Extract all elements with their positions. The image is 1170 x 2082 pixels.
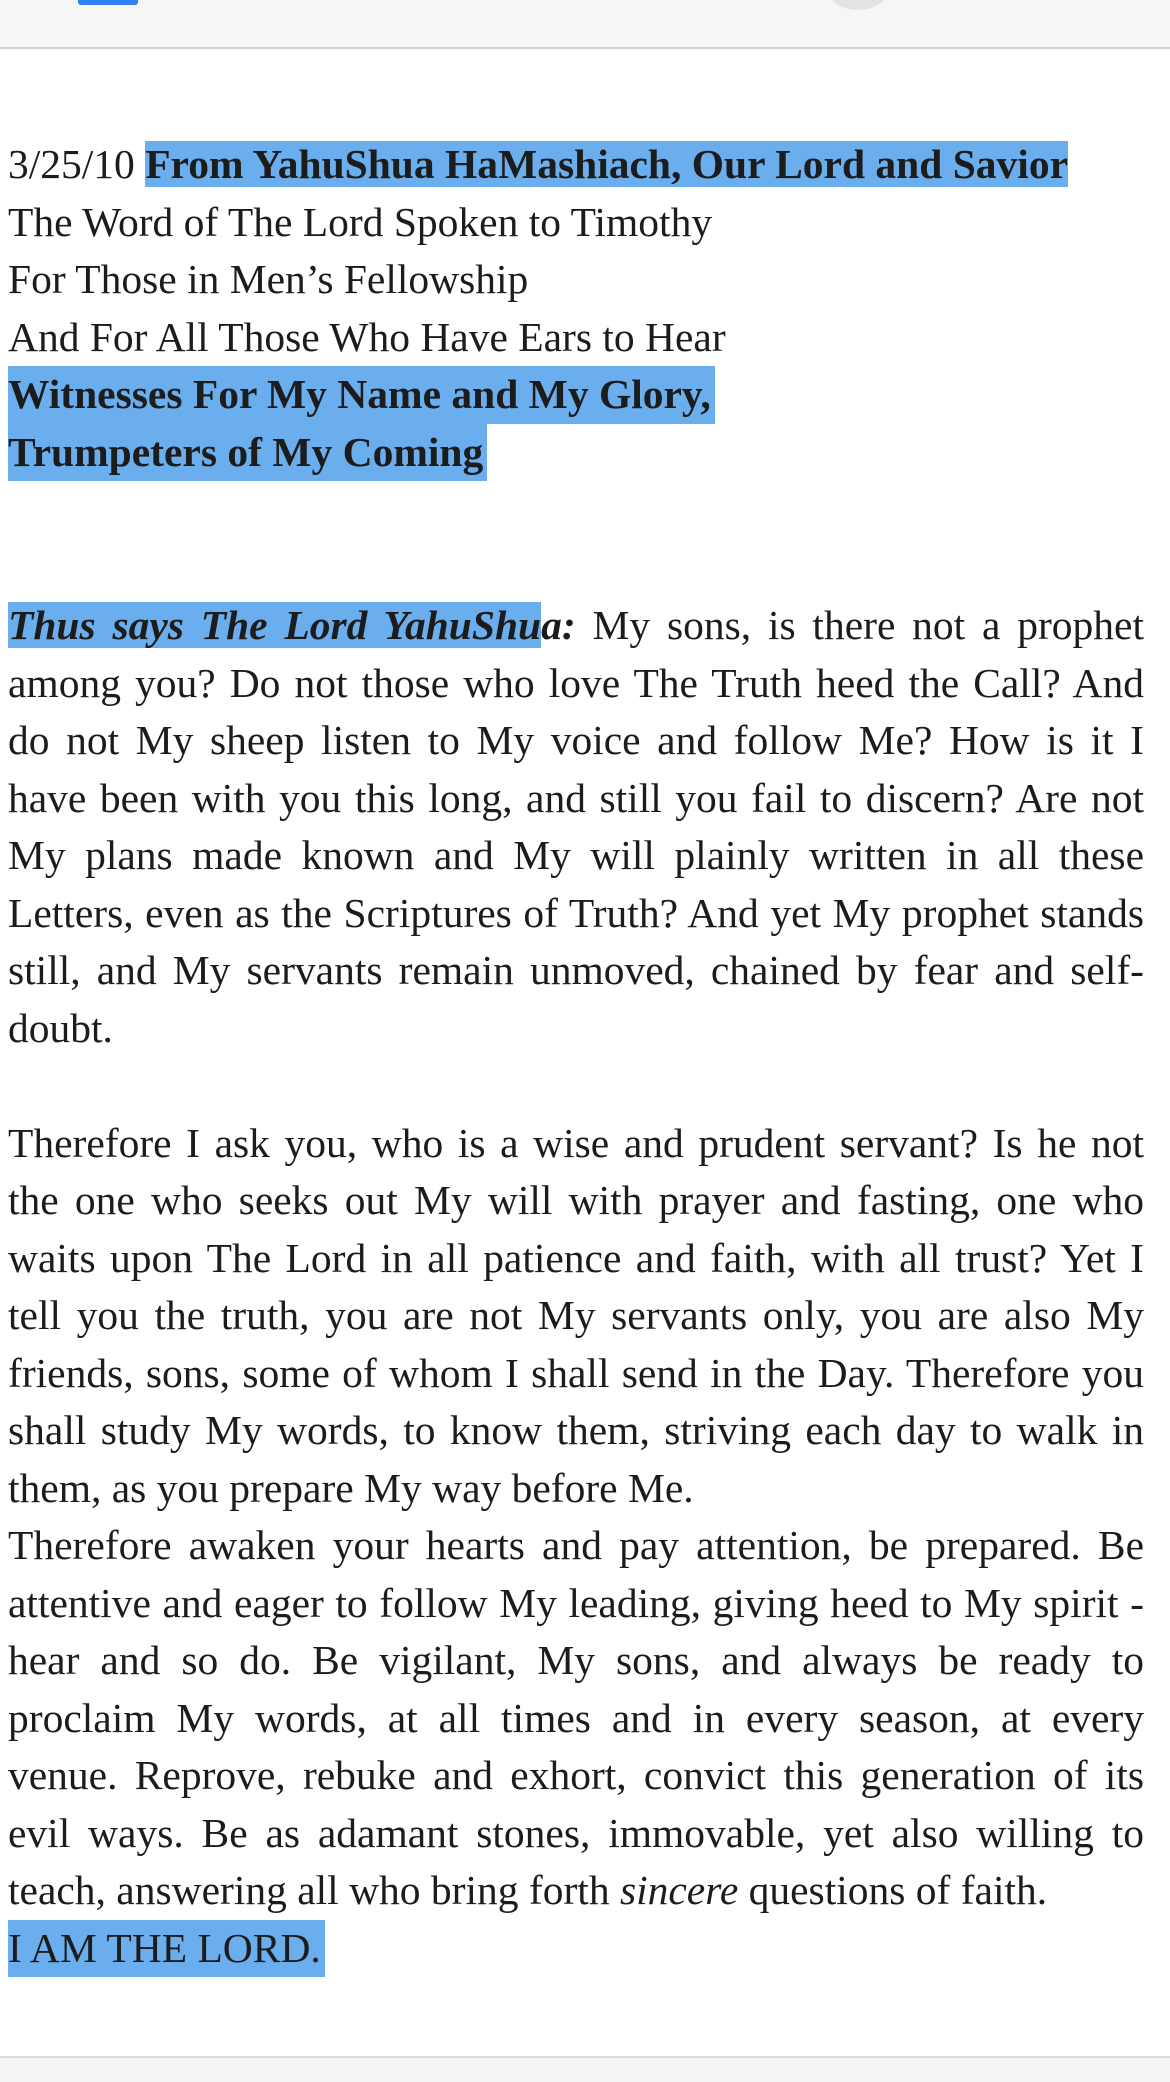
toolbar-round-button[interactable]: [828, 0, 888, 10]
closing-text: I AM THE LORD.: [8, 1920, 325, 1978]
letter-title: From YahuShua HaMashiach, Our Lord and Savior: [145, 141, 1068, 187]
toolbar-tab-indicator[interactable]: [78, 0, 138, 5]
paragraph-1-text: My sons, is there not a prophet among you? Do not those who love The Truth heed the Call? And do not My sheep listen to My voice and follow Me? How is it I have been with you this long, and still you fail to discern? Are not My plans made known and My will plainly written in all these Letters, even as the Scriptures of Truth? And yet My prophet stands still, and My servants remain unmoved, chained by fear and self-doubt.: [8, 602, 1144, 1051]
closing-line: [8, 1920, 1144, 1978]
document-body: [8, 136, 1144, 1977]
paragraph-3-text: Therefore awaken your hearts and pay attention, be prepared. Be attentive and eager to follow My leading, giving heed to My spirit - hear and so do. Be vigilant, My sons, and always be ready to proclaim My words, at all times and in every season, at every venue. Reprove, rebuke and exhort, convict this generation of its evil ways. Be as adamant stones, immovable, yet also willing to teach, answering all who bring forth: [8, 1522, 1144, 1913]
intro-rest: a:: [541, 602, 576, 648]
subtitle-line-2: For Those in Men’s Fellowship: [8, 256, 529, 302]
top-toolbar: [0, 0, 1170, 49]
paragraph-3: [8, 1517, 1144, 1920]
letter-date: 3/25/10: [8, 141, 135, 187]
paragraph-3-emphasis: sincere: [619, 1867, 739, 1913]
bottom-toolbar: [0, 2056, 1170, 2082]
intro-highlight: Thus says The Lord YahuShu: [8, 602, 542, 648]
paragraph-2: Therefore I ask you, who is a wise and prudent servant? Is he not the one who seeks out My will with prayer and fasting, one who waits upon The Lord in all patience and faith, with all trust? Yet I tell you the truth, you are not My servants only, you are also My friends, sons, some of whom I shall send in the Day. Therefore you shall study My words, to know them, striving each day to walk in them, as you prepare My way before Me.: [8, 1119, 1144, 1511]
date-title-line: [8, 136, 1144, 194]
heading-line-1: Witnesses For My Name and My Glory,: [8, 366, 1144, 424]
paragraph-1: [8, 597, 1144, 1057]
paragraph-3-end: questions of faith.: [738, 1867, 1048, 1913]
subtitle-line-1: The Word of The Lord Spoken to Timothy: [8, 198, 713, 245]
heading-line-2: Trumpeters of My Coming: [8, 424, 1144, 482]
subtitle-line-3: And For All Those Who Have Ears to Hear: [8, 313, 726, 360]
letter-header: [8, 136, 1144, 481]
